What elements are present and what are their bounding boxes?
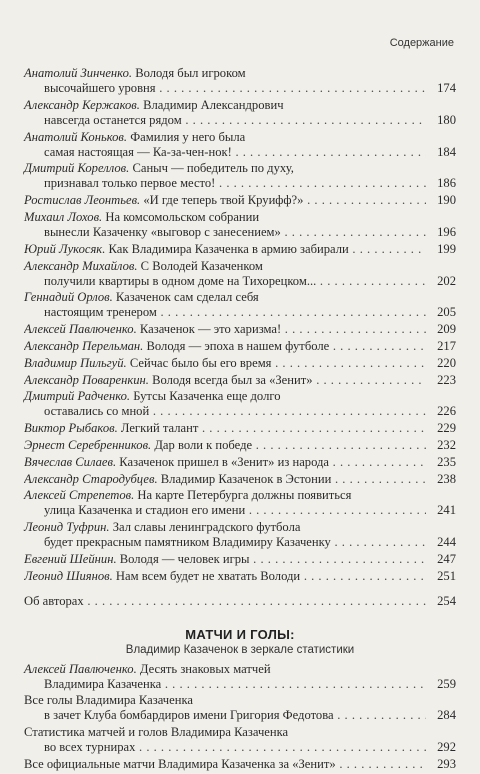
toc-entry[interactable] [24, 662, 456, 692]
toc-entry-page: 292 [434, 740, 456, 755]
toc-entry-line [24, 725, 426, 740]
toc-entry-title: Дар воли к победе [154, 437, 253, 452]
toc-entry-line [24, 373, 426, 388]
toc-entry-line [24, 421, 426, 436]
toc-entry[interactable] [24, 356, 456, 371]
toc-entry-title: вынесли Казаченку «выговор с занесением» [44, 224, 281, 239]
toc-entry-page: 202 [434, 274, 456, 289]
toc-entry-page: 232 [434, 438, 456, 453]
toc-entry-title: Зал славы ленинградского футбола [112, 520, 301, 535]
toc-entry-title: Володя всегда был за «Зенит» [152, 372, 313, 387]
toc-entry-author: Ростислав Леонтьев. [24, 193, 141, 208]
toc-entry[interactable] [24, 210, 456, 240]
section-title: МАТЧИ И ГОЛЫ: [185, 626, 295, 642]
toc-entry-title: Казаченок — это харизма! [139, 322, 282, 337]
toc-entry-line [24, 662, 426, 677]
toc-entry-author: Алексей Павлюченко. [24, 661, 137, 676]
toc-entry-title: На карте Петербурга должны появиться [137, 488, 352, 503]
toc-entry-line [24, 693, 426, 708]
toc-entry-line [24, 305, 426, 320]
toc-entry-title: высочайшего уровня [44, 81, 156, 95]
toc-entry-line [24, 404, 426, 419]
toc-entry-line [24, 455, 426, 470]
toc-entry-line [24, 356, 426, 371]
toc-entry-line [24, 81, 426, 96]
toc-entry-line [24, 176, 426, 191]
toc-entry-page: 251 [434, 569, 456, 584]
toc-entry-page: 186 [434, 176, 456, 191]
toc-entry-page: 293 [434, 757, 456, 772]
toc-entry-line [24, 472, 426, 487]
table-of-contents [24, 66, 456, 774]
toc-entry-line [24, 274, 426, 289]
toc-entry-page: 180 [434, 113, 456, 128]
toc-entry[interactable] [24, 438, 456, 453]
toc-entry-author: Алексей Павлюченко. [24, 322, 137, 337]
toc-entry[interactable] [24, 259, 456, 289]
toc-entry-page: 235 [434, 455, 456, 470]
toc-entry-title: оставались со мной [44, 404, 150, 419]
toc-entry-line [24, 740, 426, 755]
toc-entry[interactable] [24, 389, 456, 419]
toc-entry-page: 238 [434, 472, 456, 487]
toc-entry[interactable] [24, 594, 456, 609]
toc-entry-line [24, 488, 426, 503]
toc-entry-line [24, 225, 426, 240]
toc-entry[interactable] [24, 290, 456, 320]
toc-entry-page: 241 [434, 503, 456, 518]
toc-entry[interactable] [24, 339, 456, 354]
toc-entry-line [24, 161, 426, 176]
running-head: Содержание [389, 37, 454, 49]
toc-entry[interactable] [24, 373, 456, 388]
toc-entry-page: 223 [434, 373, 456, 388]
toc-entry-author: Эрнест Серебренников. [24, 437, 152, 452]
toc-entry-title: Легкий талант [120, 421, 199, 436]
toc-entry[interactable] [24, 193, 456, 208]
toc-entry-title: Владимира Казаченка [44, 676, 162, 691]
toc-entry[interactable] [24, 725, 456, 755]
toc-entry-title: Статистика матчей и голов Владимира Казаченка [24, 725, 289, 740]
toc-section-list [24, 662, 456, 772]
toc-entry-author: Михаил Лохов. [24, 209, 103, 224]
toc-entry-page: 247 [434, 552, 456, 567]
toc-entry-title: Об авторах [24, 593, 84, 608]
toc-entry-line [24, 242, 426, 257]
toc-entry-line [24, 503, 426, 518]
toc-entry[interactable] [24, 98, 456, 128]
toc-entry-page: 205 [434, 305, 456, 320]
toc-entry-line [24, 594, 426, 609]
toc-entry-title: Казаченок сам сделал себя [115, 290, 259, 305]
toc-entry-author: Владимир Пильгуй. [24, 355, 127, 370]
toc-entry-title: в зачет Клуба бомбардиров имени Григория Федотова [44, 708, 334, 723]
toc-entry-title: во всех турнирах [44, 740, 136, 755]
toc-entry-author: Александр Перельман. [24, 338, 144, 353]
toc-entry-title: Нам всем будет не хватать Володи [115, 568, 301, 583]
toc-entry-line [24, 569, 426, 584]
toc-entry-title: Фамилия у него была [130, 129, 246, 144]
toc-entry-author: Александр Стародубцев. [24, 471, 158, 486]
toc-entry[interactable] [24, 66, 456, 96]
toc-entry-title: Как Владимира Казаченка в армию забирали [108, 241, 349, 256]
toc-entry-page: 217 [434, 339, 456, 354]
toc-entry-page: 196 [434, 225, 456, 240]
toc-entry-title: Владимир Александрович [143, 97, 284, 112]
toc-entry[interactable] [24, 488, 456, 518]
toc-entry-page: 174 [434, 81, 456, 96]
toc-entry[interactable] [24, 421, 456, 436]
toc-entry-title: Бутсы Казаченка еще долго [133, 389, 281, 404]
toc-entry-line [24, 290, 426, 305]
toc-entry-title: Володя был игроком [135, 66, 246, 80]
toc-entry-line [24, 322, 426, 337]
toc-entry[interactable] [24, 472, 456, 487]
toc-entry-title: Все официальные матчи Владимира Казаченка за «Зенит» [24, 756, 336, 771]
toc-entry-line [24, 259, 426, 274]
section-subtitle: Владимир Казаченок в зеркале статистики [125, 643, 355, 656]
toc-entry-line [24, 757, 426, 772]
toc-entry-line [24, 98, 426, 113]
toc-entry-author: Геннадий Орлов. [24, 290, 113, 305]
toc-entry-line [24, 552, 426, 567]
toc-entry-page: 284 [434, 708, 456, 723]
toc-entry-page: 226 [434, 404, 456, 419]
toc-entry-author: Леонид Туфрин. [24, 520, 110, 535]
toc-entry-line [24, 535, 426, 550]
toc-entry-line [24, 66, 426, 81]
toc-entry[interactable] [24, 322, 456, 337]
toc-entry-line [24, 145, 426, 160]
toc-about-authors [24, 594, 456, 609]
toc-entry-line [24, 193, 426, 208]
section-heading [24, 627, 456, 656]
toc-entry[interactable] [24, 569, 456, 584]
toc-entry-author: Леонид Шиянов. [24, 568, 113, 583]
toc-entry-author: Анатолий Зинченко. [24, 66, 133, 80]
toc-entry-author: Анатолий Коньков. [24, 129, 128, 144]
toc-entry-line [24, 520, 426, 535]
toc-entry-title: будет прекрасным памятником Владимиру Казаченку [44, 535, 331, 550]
toc-entry-page: 259 [434, 677, 456, 692]
toc-entry-page: 209 [434, 322, 456, 337]
toc-entry-title: Все голы Владимира Казаченка [24, 693, 193, 708]
toc-entry[interactable] [24, 161, 456, 191]
toc-entry-author: Александр Кержаков. [24, 97, 140, 112]
toc-entry-title: Сейчас было бы его время [129, 355, 272, 370]
toc-entry-author: Александр Поваренкин. [24, 372, 149, 387]
toc-entry-line [24, 677, 426, 692]
toc-entry-title: настоящим тренером [44, 305, 157, 320]
toc-entry-title: «И где теперь твой Круифф?» [143, 193, 304, 208]
toc-entry[interactable] [24, 520, 456, 550]
toc-entry-title: Десять знаковых матчей [139, 661, 271, 676]
toc-entry-line [24, 438, 426, 453]
toc-entry-page: 190 [434, 193, 456, 208]
toc-entry-title: улица Казаченка и стадион его имени [44, 503, 246, 518]
toc-entry-author: Вячеслав Силаев. [24, 454, 117, 469]
toc-entry-page: 244 [434, 535, 456, 550]
toc-entry-title: признавал только первое место! [44, 176, 216, 191]
toc-entry-title: Владимир Казаченок в Эстонии [160, 471, 332, 486]
toc-entry-author: Виктор Рыбаков. [24, 421, 118, 436]
toc-entry-line [24, 130, 426, 145]
toc-entry-title: навсегда останется рядом [44, 112, 182, 127]
toc-entry-line [24, 210, 426, 225]
toc-entry-line [24, 339, 426, 354]
toc-entry-line [24, 389, 426, 404]
toc-entry-page: 184 [434, 145, 456, 160]
toc-entry[interactable] [24, 693, 456, 723]
toc-entry-author: Евгений Шейнин. [24, 551, 117, 566]
toc-entry-title: получили квартиры в одном доме на Тихорецком... [44, 273, 317, 288]
toc-entry-page: 254 [434, 594, 456, 609]
toc-entry-author: Алексей Стрепетов. [24, 488, 135, 503]
toc-entry-title: С Володей Казаченком [140, 258, 263, 273]
toc-entry-page: 229 [434, 421, 456, 436]
toc-entry[interactable] [24, 455, 456, 470]
toc-entry[interactable] [24, 757, 456, 772]
toc-entry-title: Казаченок пришел в «Зенит» из народа [119, 454, 330, 469]
toc-entry-page: 199 [434, 242, 456, 257]
toc-entry[interactable] [24, 552, 456, 567]
toc-entry[interactable] [24, 130, 456, 160]
toc-entry-author: Юрий Лукосяк. [24, 241, 106, 256]
toc-entry-line [24, 708, 426, 723]
toc-entry-author: Александр Михайлов. [24, 258, 138, 273]
toc-list [24, 66, 456, 584]
toc-entry[interactable] [24, 242, 456, 257]
toc-entry-line [24, 113, 426, 128]
toc-entry-author: Дмитрий Радченко. [24, 389, 131, 404]
toc-entry-title: Володя — человек игры [119, 551, 250, 566]
toc-entry-title: Володя — эпоха в нашем футболе [146, 338, 330, 353]
toc-entry-author: Дмитрий Кореллов. [24, 161, 130, 176]
toc-entry-title: Саныч — победитель по духу, [132, 161, 294, 176]
toc-entry-title: самая настоящая — Ка-за-чен-нок! [44, 144, 232, 159]
toc-entry-title: На комсомольском собрании [105, 209, 260, 224]
toc-entry-page: 220 [434, 356, 456, 371]
